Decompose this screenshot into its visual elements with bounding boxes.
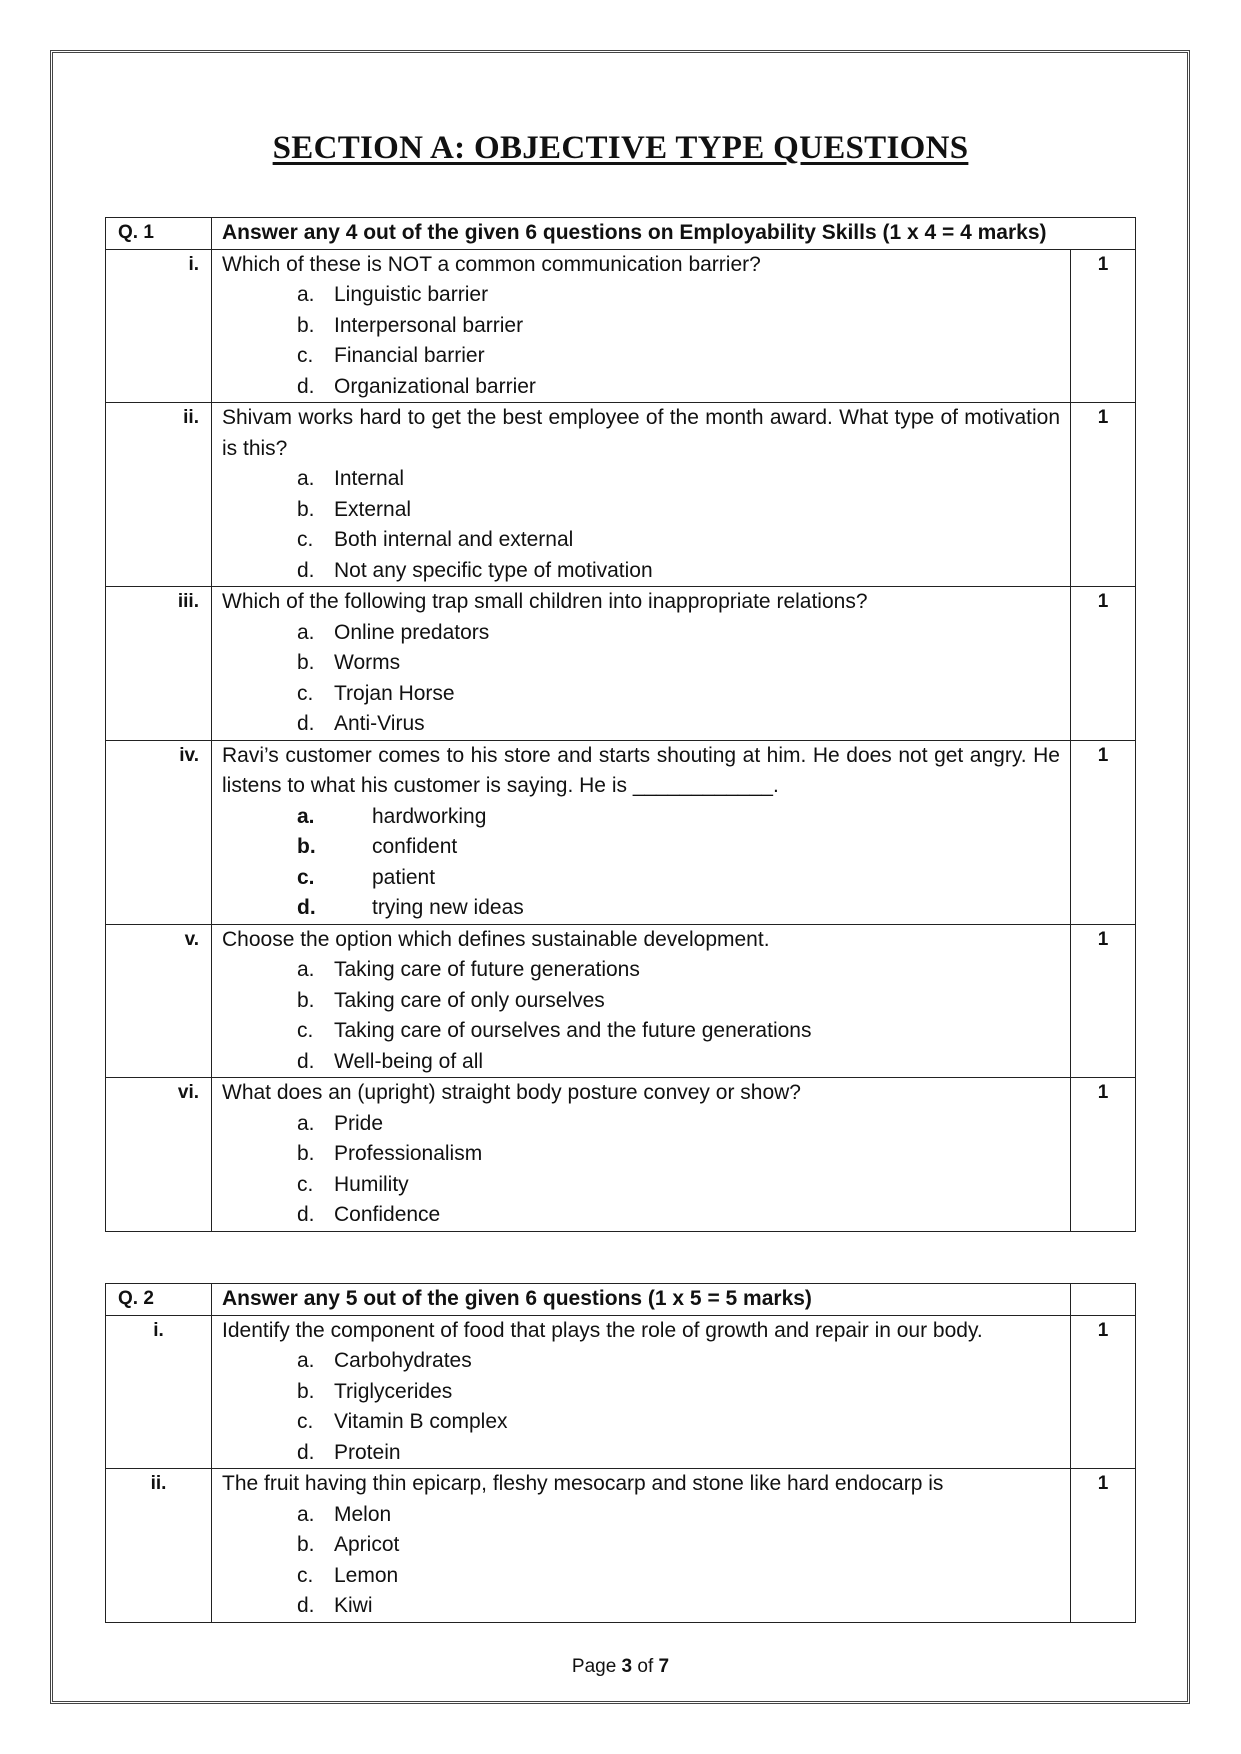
question-item-row <box>106 740 1136 924</box>
marks-value: 1 <box>1071 1469 1136 1623</box>
marks-value: 1 <box>1071 587 1136 741</box>
question-item-row <box>106 587 1136 741</box>
option-item <box>297 893 1060 924</box>
sub-question-number: ii. <box>106 1469 212 1623</box>
option-text: Pride <box>334 1111 384 1135</box>
option-label: c. <box>297 528 314 551</box>
option-item <box>297 986 1060 1017</box>
option-label: b. <box>297 1142 315 1165</box>
option-label: a. <box>297 467 315 490</box>
option-text: Kiwi <box>334 1594 373 1617</box>
option-label: d. <box>297 1594 315 1617</box>
option-item <box>297 679 1060 710</box>
option-item <box>297 1561 1060 1592</box>
option-label: a. <box>297 283 315 306</box>
question-number: Q. 1 <box>106 218 212 250</box>
option-text: Carbohydrates <box>334 1349 472 1372</box>
sub-question-number: i. <box>106 249 212 403</box>
sub-question-text: Shivam works hard to get the best employee of the month award. What type of motivation is this? <box>222 406 1060 460</box>
section-title: SECTION A: OBJECTIVE TYPE QUESTIONS <box>272 130 969 166</box>
page-total: 7 <box>658 1656 670 1677</box>
option-text: Lemon <box>334 1563 399 1587</box>
option-item <box>297 495 1060 526</box>
question-2-header-row <box>106 1284 1136 1316</box>
options-list <box>222 1500 1060 1622</box>
options-list <box>222 802 1060 924</box>
option-item <box>297 1530 1060 1561</box>
option-text: Confidence <box>334 1203 441 1226</box>
sub-question-text: The fruit having thin epicarp, fleshy mesocarp and stone like hard endocarp is <box>222 1472 944 1495</box>
option-item <box>297 372 1060 403</box>
option-text: Humility <box>334 1172 409 1196</box>
sub-question-body <box>212 1315 1071 1469</box>
option-text: hardworking <box>372 804 487 828</box>
question-2-table <box>105 1283 1136 1623</box>
option-item <box>297 556 1060 587</box>
option-text: Apricot <box>334 1533 400 1556</box>
option-item <box>297 832 1060 863</box>
option-text: Well-being of all <box>334 1049 484 1073</box>
question-instruction: Answer any 4 out of the given 6 questions on Employability Skills (1 x 4 = 4 marks) <box>212 218 1136 250</box>
option-label: b. <box>297 1379 315 1403</box>
option-text: Triglycerides <box>334 1379 453 1403</box>
option-text: Interpersonal barrier <box>334 313 524 337</box>
sub-question-text: Identify the component of food that plays the role of growth and repair in our body. <box>222 1318 983 1342</box>
option-label: d. <box>297 1049 315 1073</box>
option-label: b. <box>297 1533 315 1556</box>
page-current: 3 <box>621 1656 633 1677</box>
option-label: c. <box>297 1172 314 1196</box>
option-label: a. <box>297 620 315 644</box>
sub-question-body <box>212 924 1071 1078</box>
sub-question-text: Which of the following trap small children into inappropriate relations? <box>222 590 868 613</box>
option-label: c. <box>297 344 314 367</box>
sub-question-body <box>212 740 1071 924</box>
option-text: Financial barrier <box>334 344 485 367</box>
question-1-header-row <box>106 218 1136 250</box>
sub-question-number: vi. <box>106 1078 212 1232</box>
sub-question-number: iv. <box>106 740 212 924</box>
option-label: b. <box>297 835 316 858</box>
option-label: b. <box>297 988 315 1012</box>
option-item <box>297 863 1060 894</box>
option-item <box>297 648 1060 679</box>
sub-question-text: What does an (upright) straight body posture convey or show? <box>222 1081 801 1104</box>
sub-question-number: v. <box>106 924 212 1078</box>
option-text: trying new ideas <box>372 896 524 919</box>
option-text: Linguistic barrier <box>334 283 489 306</box>
marks-value: 1 <box>1071 249 1136 403</box>
option-label: d. <box>297 1203 315 1226</box>
option-item <box>297 280 1060 311</box>
option-text: Both internal and external <box>334 528 574 551</box>
question-item-row <box>106 924 1136 1078</box>
option-text: confident <box>372 835 458 858</box>
marks-header-cell <box>1071 1284 1136 1316</box>
option-label: a. <box>297 1111 315 1135</box>
option-item <box>297 1047 1060 1078</box>
option-label: b. <box>297 313 315 337</box>
option-label: d. <box>297 1440 315 1464</box>
option-text: Taking care of only ourselves <box>334 988 605 1012</box>
options-list <box>222 1109 1060 1231</box>
option-item <box>297 1591 1060 1622</box>
option-label: c. <box>297 681 314 705</box>
question-item-row <box>106 1078 1136 1232</box>
option-item <box>297 1200 1060 1231</box>
option-label: b. <box>297 497 315 521</box>
option-label: b. <box>297 651 315 674</box>
option-label: a. <box>297 958 315 981</box>
sub-question-text: Ravi’s customer comes to his store and starts shouting at him. He does not get angry. He listens to what his customer is saying. He is ____________. <box>222 743 1060 797</box>
option-text: Trojan Horse <box>334 681 455 705</box>
sub-question-body <box>212 249 1071 403</box>
option-item <box>297 1438 1060 1469</box>
page-footer <box>0 1656 1241 1678</box>
option-item <box>297 525 1060 556</box>
option-text: Melon <box>334 1502 392 1526</box>
question-instruction: Answer any 5 out of the given 6 questions (1 x 5 = 5 marks) <box>212 1284 1071 1316</box>
option-text: patient <box>372 865 436 889</box>
sub-question-body <box>212 1078 1071 1232</box>
sub-question-body <box>212 403 1071 587</box>
option-item <box>297 1016 1060 1047</box>
option-label: d. <box>297 896 316 919</box>
sub-question-body <box>212 587 1071 741</box>
option-text: Online predators <box>334 620 490 644</box>
option-text: Taking care of future generations <box>334 958 640 981</box>
options-list <box>222 618 1060 740</box>
option-item <box>297 802 1060 833</box>
option-text: Protein <box>334 1440 401 1464</box>
option-label: d. <box>297 558 315 582</box>
option-label: c. <box>297 865 315 889</box>
option-text: Not any specific type of motivation <box>334 558 653 582</box>
option-item <box>297 1407 1060 1438</box>
option-label: c. <box>297 1563 314 1587</box>
question-item-row <box>106 249 1136 403</box>
question-number: Q. 2 <box>106 1284 212 1316</box>
option-text: Worms <box>334 651 401 674</box>
sub-question-body <box>212 1469 1071 1623</box>
marks-value: 1 <box>1071 1315 1136 1469</box>
marks-value: 1 <box>1071 403 1136 587</box>
sub-question-number: ii. <box>106 403 212 587</box>
option-item <box>297 1346 1060 1377</box>
option-item <box>297 341 1060 372</box>
option-item <box>297 709 1060 740</box>
question-item-row <box>106 403 1136 587</box>
sub-question-number: i. <box>106 1315 212 1469</box>
question-1-table <box>105 217 1136 1232</box>
option-item <box>297 1170 1060 1201</box>
option-item <box>297 1500 1060 1531</box>
marks-value: 1 <box>1071 740 1136 924</box>
sub-question-number: iii. <box>106 587 212 741</box>
question-item-row <box>106 1315 1136 1469</box>
option-item <box>297 955 1060 986</box>
option-label: a. <box>297 804 315 828</box>
question-item-row <box>106 1469 1136 1623</box>
page-label: Page <box>571 1656 622 1677</box>
option-label: c. <box>297 1410 314 1433</box>
page-of: of <box>632 1656 659 1677</box>
option-item <box>297 311 1060 342</box>
option-text: External <box>334 497 412 521</box>
option-label: a. <box>297 1349 315 1372</box>
option-text: Professionalism <box>334 1142 483 1165</box>
option-label: c. <box>297 1019 314 1042</box>
options-list <box>222 955 1060 1077</box>
option-text: Taking care of ourselves and the future generations <box>334 1019 812 1042</box>
options-list <box>222 280 1060 402</box>
option-text: Internal <box>334 467 405 490</box>
sub-question-text: Which of these is NOT a common communication barrier? <box>222 252 761 276</box>
option-text: Vitamin B complex <box>334 1410 508 1433</box>
options-list <box>222 464 1060 586</box>
option-item <box>297 1139 1060 1170</box>
option-item <box>297 464 1060 495</box>
option-label: a. <box>297 1502 315 1526</box>
option-item <box>297 1109 1060 1140</box>
sub-question-text: Choose the option which defines sustainable development. <box>222 927 770 951</box>
option-text: Anti-Virus <box>334 712 425 735</box>
option-label: d. <box>297 374 315 398</box>
marks-value: 1 <box>1071 1078 1136 1232</box>
option-item <box>297 618 1060 649</box>
options-list <box>222 1346 1060 1468</box>
option-text: Organizational barrier <box>334 374 536 398</box>
marks-value: 1 <box>1071 924 1136 1078</box>
option-label: d. <box>297 712 315 735</box>
option-item <box>297 1377 1060 1408</box>
